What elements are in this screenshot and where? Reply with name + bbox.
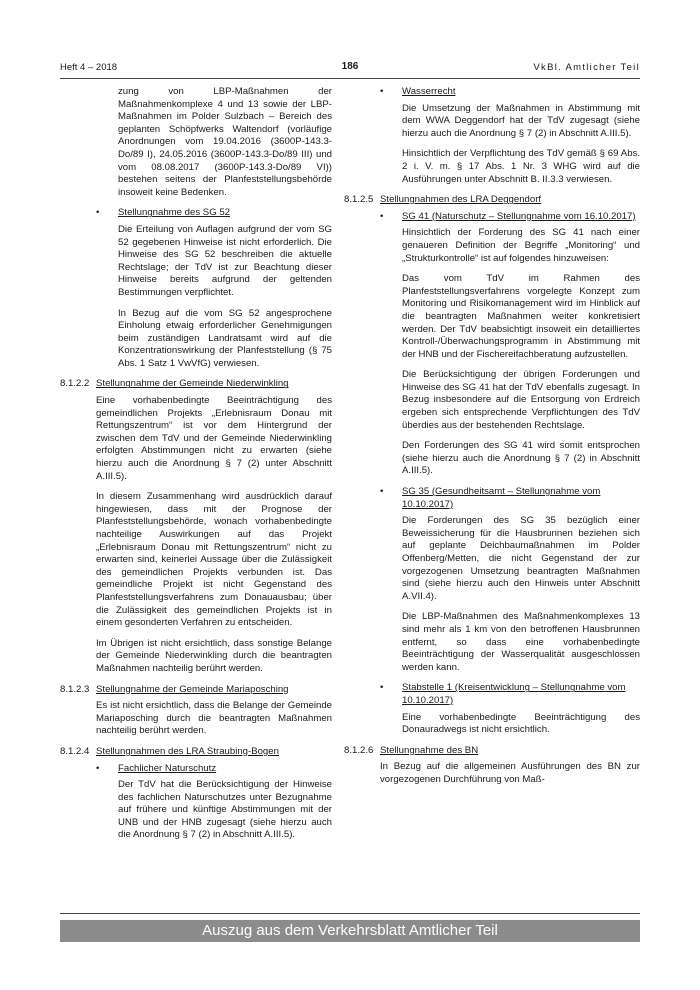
paragraph: Die Berücksichtigung der übrigen Forderungen und Hinweise des SG 41 hat der TdV ebenfalls zugesagt. In Bezug insbesondere auf die Entsorgung von Erdreich ergeben sich entsprechende Verpflichtungen des TdV überdies aus der bestehenden Rechtslage. [402, 369, 640, 431]
paragraph: Der TdV hat die Berücksichtigung der Hinweise des fachlichen Naturschutzes unter Bezugnahme auf frühere und künftige Abstimmungen mit der UNB und der HNB zugesagt (siehe hierzu auch die Anordnung § 7 (2) in Abschnitt A.III.5). [118, 779, 332, 841]
footer-banner: Auszug aus dem Verkehrsblatt Amtlicher Teil [60, 920, 640, 942]
bullet-mark: • [380, 210, 384, 222]
bullet-title: Stellungnahme des SG 52 [118, 207, 231, 219]
paragraph: Das vom TdV im Rahmen des Planfeststellungsverfahrens vorgelegte Konzept zum Monitoring und Risikomanagement wird im Hinblick auf die beantragten Maßnahmen weiter konkretisiert werden. Der TdV beabsichtigt insoweit ein detailliertes Kontroll-/Überwachungsprogramm in Abstimmung mit der HNB und der Fischereifachberatung aufzustellen. [402, 273, 640, 360]
section-title: Stellungnahme des BN [380, 744, 479, 756]
section-number: 8.1.2.6 [344, 744, 374, 756]
section-title: Stellungnahme der Gemeinde Mariaposching [96, 683, 289, 695]
section-heading [344, 745, 640, 758]
section-heading [344, 194, 640, 207]
bullet-title: Stabstelle 1 (Kreisentwicklung – Stellungnahme vom 10.10.2017) [402, 682, 626, 706]
bullet-mark: • [380, 86, 384, 97]
bullet-title: SG 35 (Gesundheitsamt – Stellungnahme vom 10.10.2017) [402, 486, 601, 510]
bullet-title: SG 41 (Naturschutz – Stellungnahme vom 16.10.2017) [402, 210, 636, 222]
bullet-title: Fachlicher Naturschutz [118, 762, 217, 774]
section-number: 8.1.2.2 [60, 378, 90, 390]
bullet-item [380, 682, 640, 707]
bullet-mark: • [380, 486, 384, 498]
page-number: 186 [341, 61, 359, 72]
bullet-item [380, 486, 640, 511]
bullet-item [96, 763, 332, 776]
bullet-mark: • [96, 207, 100, 219]
left-column [60, 86, 332, 850]
paragraph: Hinsichtlich der Forderung des SG 41 nach einer genaueren Definition der Begriffe „Monitoring“ und „Strukturkontrolle“ ist auf folgendes hinzuweisen: [402, 227, 640, 264]
bullet-mark: • [96, 762, 100, 774]
paragraph: Die Erteilung von Auflagen aufgrund der vom SG 52 gegebenen Hinweise ist nicht erforderlich. Die Hinweise des SG 52 beschreiben die aktuelle Rechtslage; der TdV ist zur Beachtung dieser Hinweise bereits aufgrund der geltenden Bestimmungen verpflichtet. [118, 223, 332, 298]
section-number: 8.1.2.3 [60, 683, 90, 695]
publication-title: VkBl. Amtlicher Teil [533, 62, 640, 73]
section-number: 8.1.2.5 [344, 194, 374, 206]
bullet-mark: • [380, 682, 384, 694]
paragraph: Eine vorhabenbedingte Beeinträchtigung des Donauradwegs ist nicht ersichtlich. [402, 711, 640, 736]
paragraph: In Bezug auf die vom SG 52 angesprochene Einholung etwaig erforderlicher Genehmigungen beim zuständigen Landratsamt wird auf die Konzentrationswirkung der Planfeststellung (§ 75 Abs. 1 Satz 1 VwVfG) verwiesen. [118, 307, 332, 369]
section-heading [60, 378, 332, 391]
paragraph: Die LBP-Maßnahmen des Maßnahmenkomplexes 13 sind mehr als 1 km von den betroffenen Hausbrunnen entfernt, so dass eine vorhabenbedingte Beeinträchtigung der Wasserqualität ausgeschlossen werden kann. [402, 611, 640, 673]
paragraph: In Bezug auf die allgemeinen Ausführungen des BN zur vorgezogenen Durchführung von Maß- [380, 761, 640, 785]
paragraph: zung von LBP-Maßnahmen der Maßnahmenkomplexe 4 und 13 sowie der LBP-Maßnahmen im Polder Sulzbach – Bereich des geplanten Schöpfwerks Waltendorf (vorläufige Anordnungen vom 19.04.2016 (3600P-143.3-Do/89 I), 24.05.2016 (3600P-143.3-Do/89 III) und vom 08.08.2017 (3600P-143.3-Do/89 VI)) bestehen seitens der Planfeststellungsbehörde insoweit keine Bedenken. [118, 86, 332, 198]
footer-divider [60, 913, 640, 914]
page-header [60, 60, 640, 76]
section-title: Stellungnahmen des LRA Deggendorf [380, 194, 542, 206]
paragraph: Im Übrigen ist nicht ersichtlich, dass sonstige Belange der Gemeinde Niederwinkling durch die beantragten Maßnahmen nachteilig berührt werden. [96, 637, 332, 674]
bullet-item [380, 211, 640, 224]
section-title: Stellungnahme der Gemeinde Niederwinkling [96, 378, 289, 390]
paragraph: Es ist nicht ersichtlich, dass die Belange der Gemeinde Mariaposching durch die beantragten Maßnahmen nachteilig berührt werden. [96, 700, 332, 737]
right-column [344, 86, 640, 795]
bullet-title: Wasserrecht [402, 86, 456, 97]
paragraph: Die Umsetzung der Maßnahmen in Abstimmung mit dem WWA Deggendorf hat der TdV zugesagt (siehe hierzu auch die Anordnung § 7 (2) in Abschnitt A.III.5). [402, 102, 640, 139]
paragraph: Eine vorhabenbedingte Beeinträchtigung des gemeindlichen Projekts „Erlebnisraum Donau mit Rettungszentrum“ ist vor dem Hintergrund der zwischen dem TdV und der Gemeinde Niederwinkling erfolgten Abstimmungen nicht zu erwarten (siehe hierzu auch die Anordnung § 7 (2) unter Abschnitt A.III.5). [96, 395, 332, 482]
header-divider [60, 78, 640, 79]
bullet-item [380, 86, 640, 99]
section-heading [60, 746, 332, 759]
section-heading [60, 684, 332, 697]
paragraph: Den Forderungen des SG 41 wird somit entsprochen (siehe hierzu auch die Anordnung § 7 (2) in Abschnitt A.III.5). [402, 440, 640, 477]
section-title: Stellungnahmen des LRA Straubing-Bogen [96, 745, 279, 757]
paragraph: Die Forderungen des SG 35 bezüglich einer Beweissicherung für die Hausbrunnen beziehen sich auf geplante Deichbaumaßnahmen im Polder Offenberg/Metten, die nicht Gegenstand der zur vorgezogenen Umsetzung beantragten Maßnahmen sind (siehe hierzu auch den Hinweis unter Abschnitt A.VII.4). [402, 515, 640, 602]
paragraph: Hinsichtlich der Verpflichtung des TdV gemäß § 69 Abs. 2 i. V. m. § 17 Abs. 1 Nr. 3 WHG wird auf die Ausführungen unter Abschnitt B. II.3.3 verwiesen. [402, 148, 640, 185]
paragraph: In diesem Zusammenhang wird ausdrücklich darauf hingewiesen, dass mit der Prognose der Planfeststellungsbehörde, wonach vorhabenbedingte nachteilige Auswirkungen auf das Projekt „Erlebnisraum Donau mit Rettungszentrum“ nicht zu erwarten sind, keinerlei Aussage über die Zulässigkeit des gemeindlichen Projekts verbunden ist. Das gemeindliche Projekt ist nicht Gegenstand des Planfeststellungsverfahrens zum Donauausbau; über die Zulässigkeit des gemeindlichen Projekts ist in einem gesonderten Verfahren zu entscheiden. [96, 491, 332, 629]
issue-label: Heft 4 – 2018 [60, 62, 118, 73]
section-number: 8.1.2.4 [60, 745, 90, 757]
bullet-item [96, 207, 332, 220]
